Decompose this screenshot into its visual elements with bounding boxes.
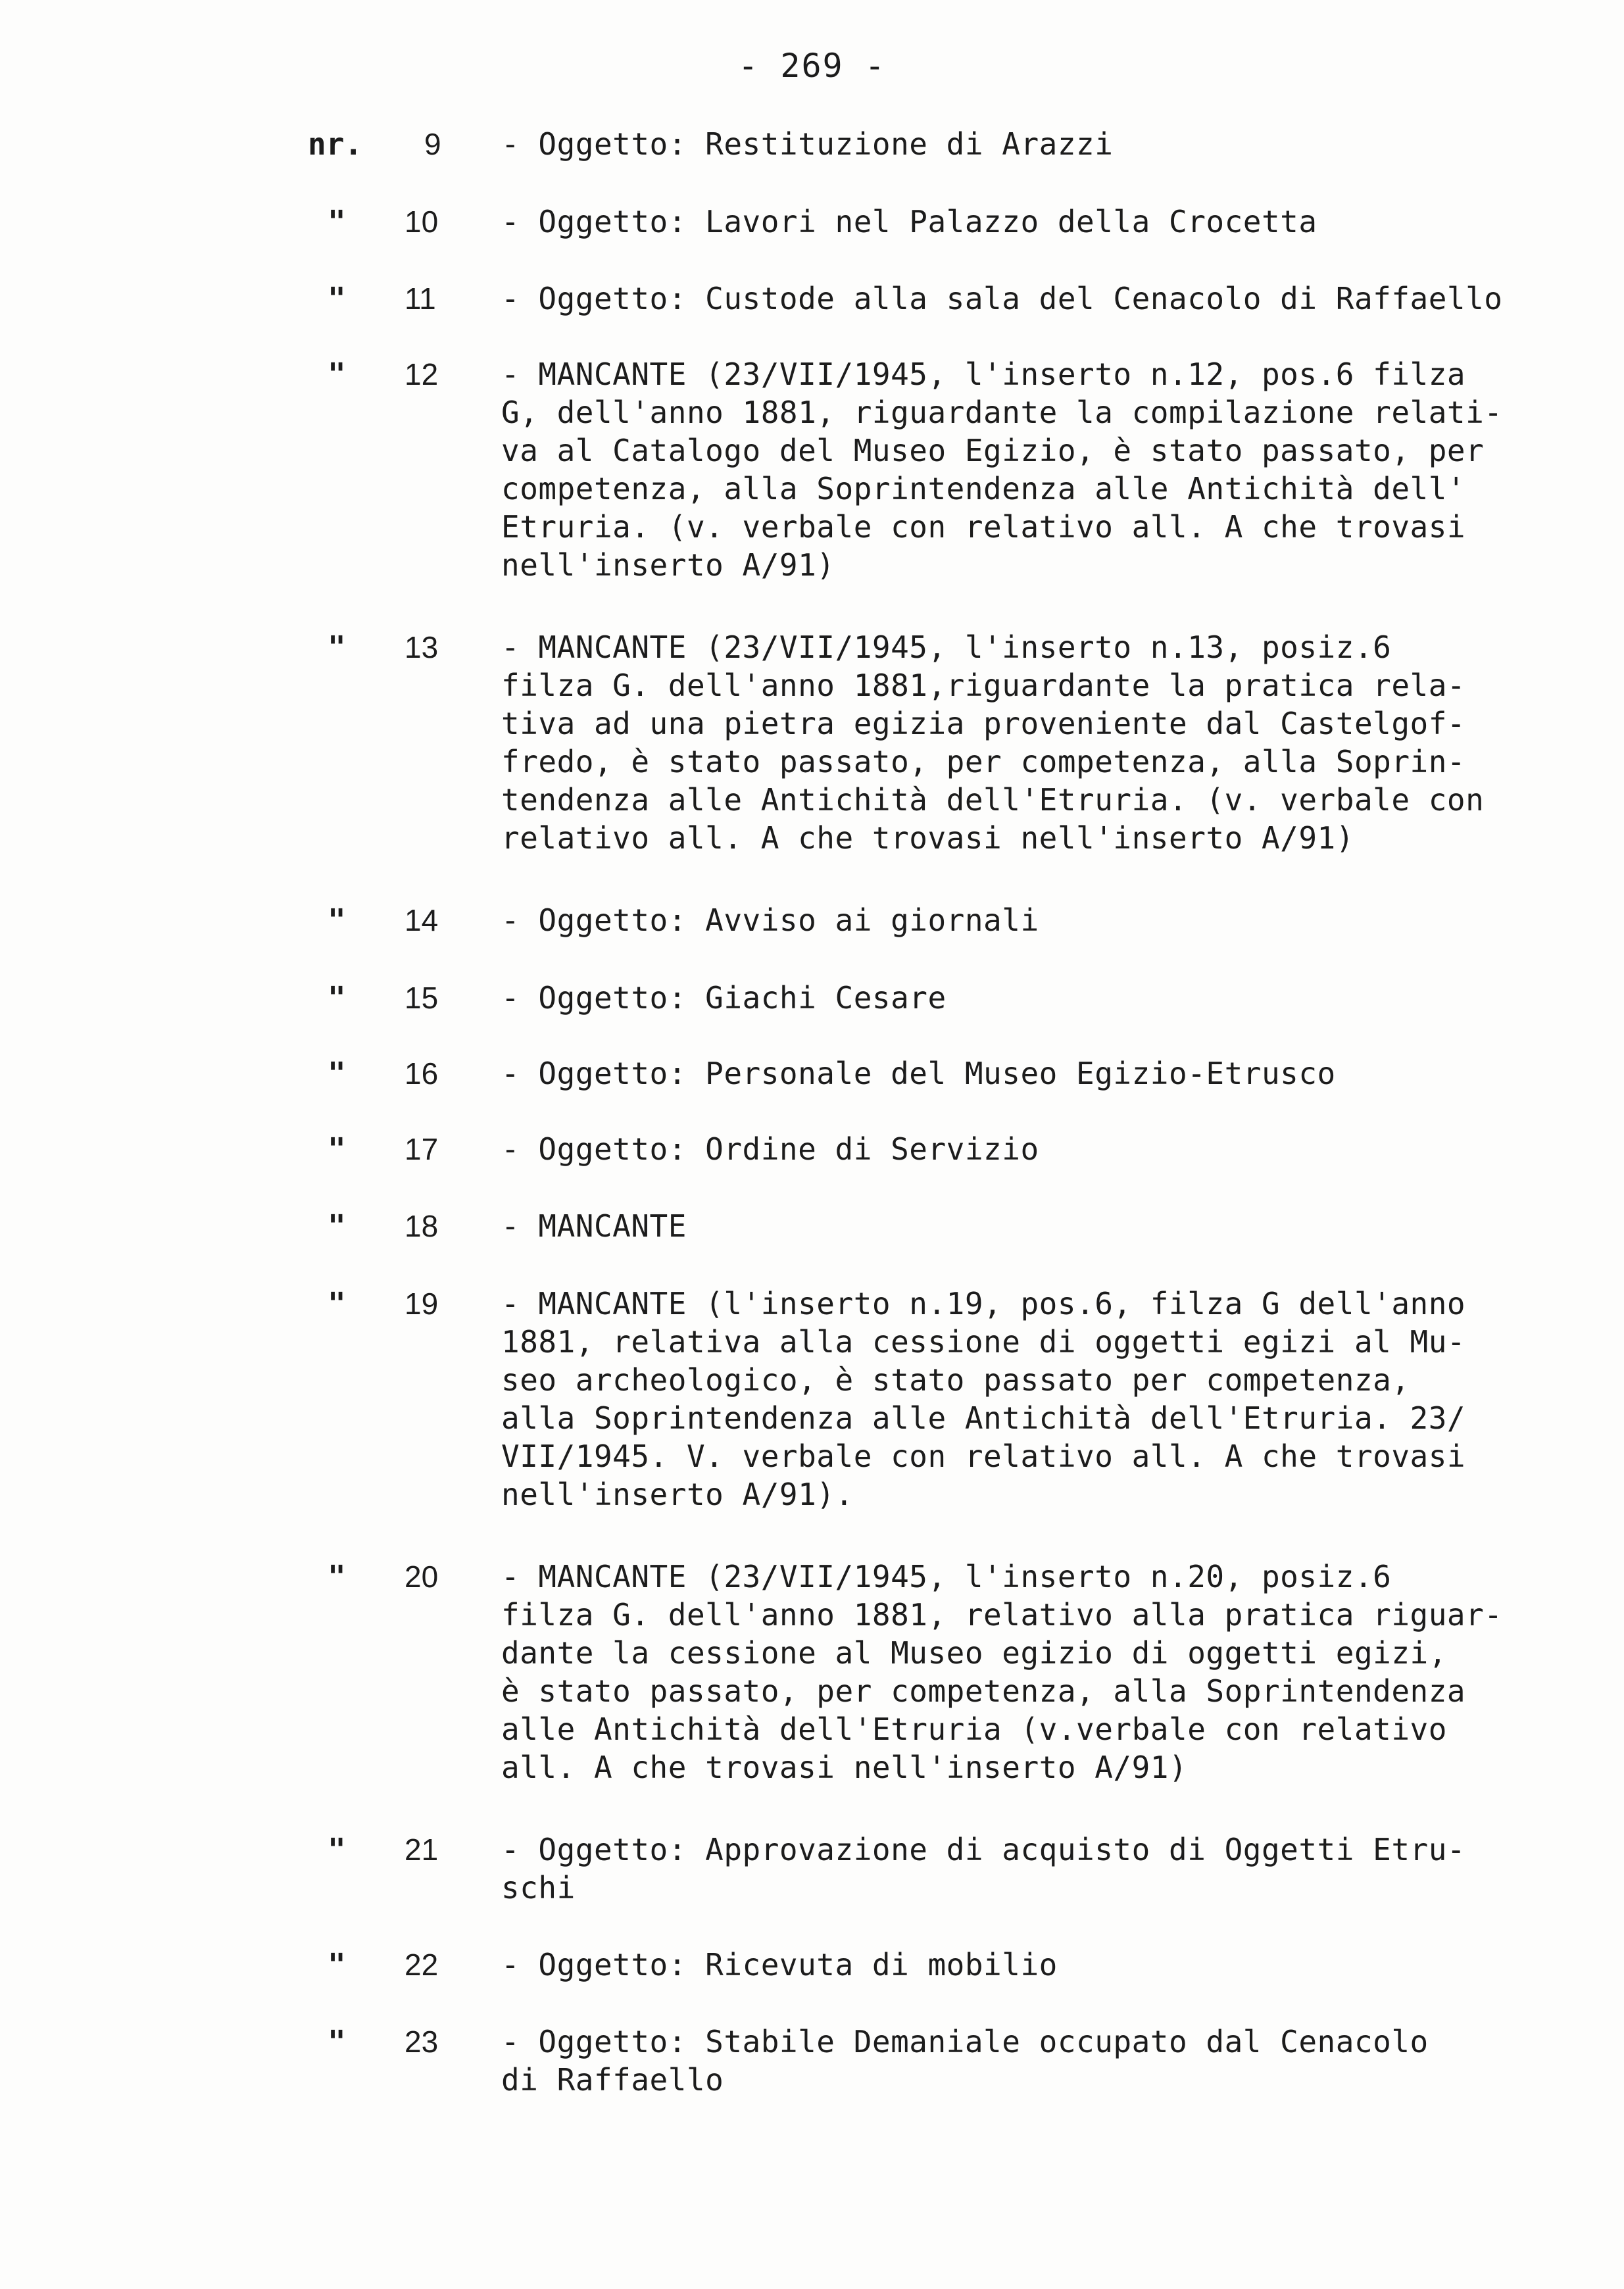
entry-text — [501, 1054, 1560, 1093]
entry-text — [501, 1558, 1560, 1786]
entry-prefix: " — [328, 2024, 346, 2059]
entry-text-line: alla Soprintendenza alle Antichità dell'Etruria. 23/ — [501, 1400, 1466, 1436]
entry-text-line: competenza, alla Soprintendenza alle Antichità dell' — [501, 471, 1466, 506]
entry-text-line: relativo all. A che trovasi nell'inserto A/91) — [501, 820, 1354, 856]
entry-prefix: " — [328, 980, 346, 1016]
entry-prefix: " — [328, 1208, 346, 1244]
entry-text-line: G, dell'anno 1881, riguardante la compilazione relati- — [501, 395, 1503, 430]
entry-prefix: " — [328, 1559, 346, 1594]
entry-text-line: tiva ad una pietra egizia proveniente dal Castelgof- — [501, 706, 1466, 741]
entry-prefix: " — [328, 1832, 346, 1867]
entry-text-line: - Oggetto: Avviso ai giornali — [501, 902, 1039, 938]
entry-text-line: - MANCANTE (23/VII/1945, l'inserto n.13, posiz.6 — [501, 629, 1392, 665]
entry-text — [501, 1946, 1560, 1984]
entry-text-line: - MANCANTE (23/VII/1945, l'inserto n.20, posiz.6 — [501, 1559, 1392, 1594]
entry-number: 23 — [405, 2025, 439, 2059]
entry-text-line: nell'inserto A/91). — [501, 1477, 854, 1512]
entry-prefix: " — [328, 1947, 346, 1982]
entry-text-line: VII/1945. V. verbale con relativo all. A che trovasi — [501, 1439, 1466, 1474]
entry-text-line: - Oggetto: Stabile Demaniale occupato dal Cenacolo — [501, 2024, 1429, 2059]
entry-text-line: all. A che trovasi nell'inserto A/91) — [501, 1750, 1188, 1785]
entry-text-line: dante la cessione al Museo egizio di oggetti egizi, — [501, 1635, 1447, 1671]
entry-text-line: - Oggetto: Giachi Cesare — [501, 980, 947, 1016]
entry-text-line: schi — [501, 1870, 576, 1906]
entry-text — [501, 1207, 1560, 1245]
entry-number: 9 — [424, 127, 441, 161]
entry-number: 16 — [405, 1056, 439, 1091]
entry-text-line: 1881, relativa alla cessione di oggetti egizi al Mu- — [501, 1324, 1466, 1360]
entry-number: 11 — [405, 282, 436, 316]
entry-text-line: - Oggetto: Personale del Museo Egizio-Etrusco — [501, 1056, 1336, 1091]
entry-text-line: nell'inserto A/91) — [501, 547, 835, 583]
entry-number: 15 — [405, 981, 439, 1015]
entry-prefix: " — [328, 902, 346, 938]
entry-number: 21 — [405, 1833, 439, 1867]
entry-prefix: nr. — [308, 126, 363, 162]
entry-prefix: " — [328, 357, 346, 392]
entry-prefix: " — [328, 629, 346, 665]
entry-text-line: filza G. dell'anno 1881, relativo alla pratica riguar- — [501, 1597, 1503, 1633]
entry-number: 14 — [405, 903, 439, 937]
entry-prefix: " — [328, 1286, 346, 1321]
entry-text-line: - Oggetto: Restituzione di Arazzi — [501, 126, 1114, 162]
entry-text-line: - Oggetto: Ricevuta di mobilio — [501, 1947, 1058, 1982]
entry-text-line: di Raffaello — [501, 2062, 724, 2098]
entry-number: 22 — [405, 1948, 439, 1982]
entry-text-line: - MANCANTE — [501, 1208, 687, 1244]
entry-text-line: - Oggetto: Custode alla sala del Cenacolo di Raffaello — [501, 281, 1503, 316]
entry-text-line: va al Catalogo del Museo Egizio, è stato passato, per — [501, 433, 1485, 468]
entry-prefix: " — [328, 204, 346, 239]
entry-text — [501, 125, 1560, 163]
entry-text-line: - MANCANTE (23/VII/1945, l'inserto n.12, pos.6 filza — [501, 357, 1466, 392]
entry-text-line: - Oggetto: Lavori nel Palazzo della Crocetta — [501, 204, 1317, 239]
entry-text — [501, 355, 1560, 584]
entry-text-line: - MANCANTE (l'inserto n.19, pos.6, filza G dell'anno — [501, 1286, 1466, 1321]
entry-text-line: seo archeologico, è stato passato per competenza, — [501, 1362, 1410, 1398]
entry-text — [501, 1130, 1560, 1168]
entry-number: 20 — [405, 1560, 439, 1594]
entry-prefix: " — [328, 1056, 346, 1091]
entry-text-line: Etruria. (v. verbale con relativo all. A che trovasi — [501, 509, 1466, 545]
entry-text — [501, 280, 1560, 318]
entry-prefix: " — [328, 1131, 346, 1167]
entry-text — [501, 901, 1560, 939]
entry-text — [501, 203, 1560, 241]
entry-text — [501, 2023, 1560, 2099]
entry-text-line: tendenza alle Antichità dell'Etruria. (v. verbale con — [501, 782, 1485, 818]
entry-text-line: è stato passato, per competenza, alla Soprintendenza — [501, 1673, 1466, 1709]
entry-number: 10 — [405, 205, 439, 239]
entry-number: 19 — [405, 1287, 439, 1321]
entry-number: 17 — [405, 1132, 439, 1166]
entry-text — [501, 979, 1560, 1017]
entry-text-line: filza G. dell'anno 1881,riguardante la pratica rela- — [501, 668, 1466, 703]
entry-prefix: " — [328, 281, 346, 316]
page-number: - 269 - — [738, 47, 886, 85]
entry-text — [501, 1831, 1560, 1907]
entry-number: 18 — [405, 1209, 439, 1243]
entry-text-line: - Oggetto: Approvazione di acquisto di Oggetti Etru- — [501, 1832, 1466, 1867]
entry-text-line: fredo, è stato passato, per competenza, alla Soprin- — [501, 744, 1466, 779]
entry-text — [501, 1285, 1560, 1514]
entry-number: 13 — [405, 630, 439, 664]
entry-number: 12 — [405, 357, 439, 391]
entry-text-line: alle Antichità dell'Etruria (v.verbale con relativo — [501, 1711, 1447, 1747]
entry-text — [501, 628, 1560, 857]
entry-text-line: - Oggetto: Ordine di Servizio — [501, 1131, 1039, 1167]
